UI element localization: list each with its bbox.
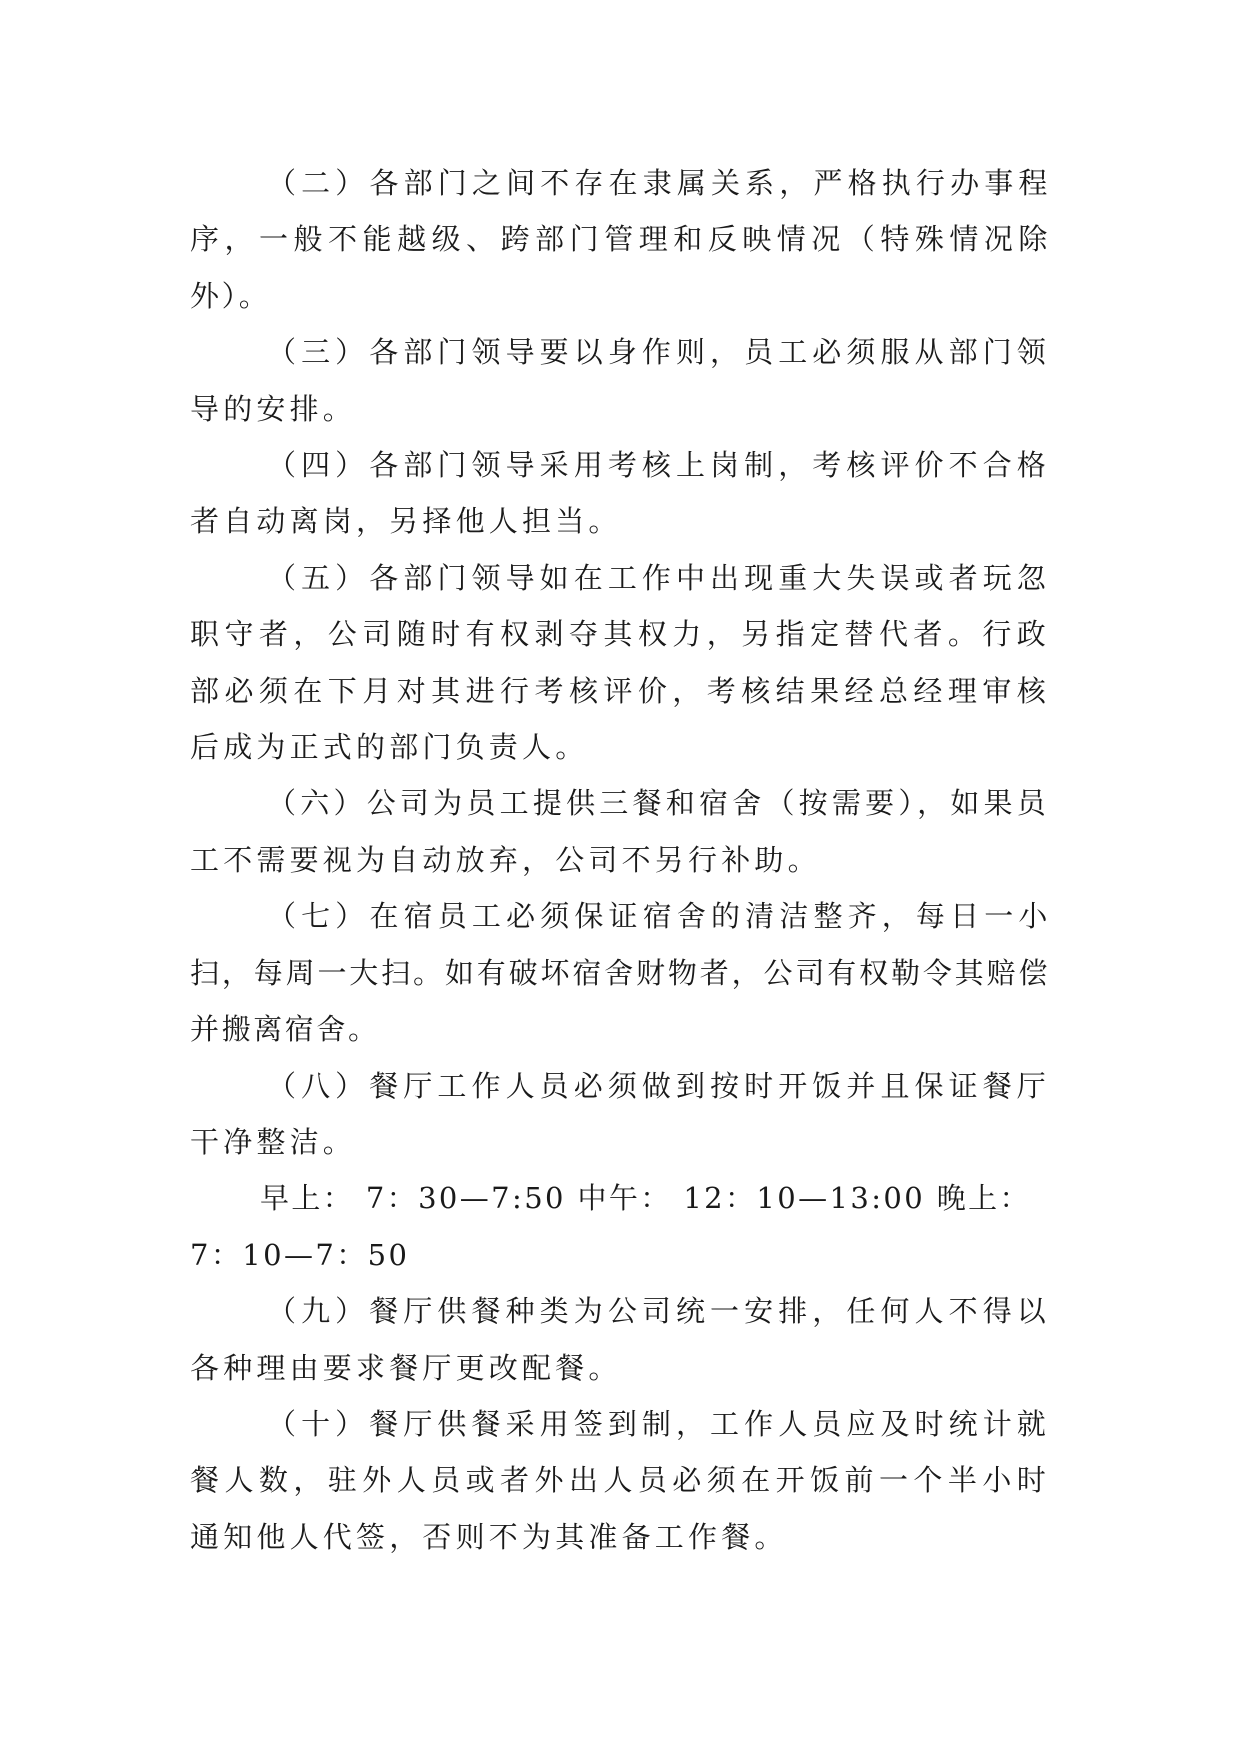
paragraph-6: （六）公司为员工提供三餐和宿舍（按需要），如果员工不需要视为自动放弃，公司不另行补助。: [190, 786, 1050, 877]
paragraph-4: （四）各部门领导采用考核上岗制，考核评价不合格者自动离岗，另择他人担当。: [190, 448, 1050, 539]
paragraph-5: （五）各部门领导如在工作中出现重大失误或者玩忽职守者，公司随时有权剥夺其权力，另指定替代者。行政部必须在下月对其进行考核评价，考核结果经总经理审核后成为正式的部门负责人。: [190, 560, 1050, 765]
paragraph-2: （二）各部门之间不存在隶属关系，严格执行办事程序，一般不能越级、跨部门管理和反映情况（特殊情况除外）。: [190, 166, 1050, 313]
paragraph-10: （十）餐厅供餐采用签到制，工作人员应及时统计就餐人数，驻外人员或者外出人员必须在开饭前一个半小时通知他人代签，否则不为其准备工作餐。: [190, 1406, 1050, 1554]
paragraph-8: （八）餐厅工作人员必须做到按时开饭并且保证餐厅干净整洁。: [190, 1068, 1050, 1159]
paragraph-3: （三）各部门领导要以身作则，员工必须服从部门领导的安排。: [190, 335, 1050, 426]
meal-schedule: 早上： 7：30—7:50 中午： 12：10—13:00 晚上：7：10—7：50: [190, 1181, 1031, 1272]
paragraph-7: （七）在宿员工必须保证宿舍的清洁整齐，每日一小扫，每周一大扫。如有破坏宿舍财物者，公司有权勒令其赔偿并搬离宿舍。: [190, 899, 1050, 1047]
paragraph-9: （九）餐厅供餐种类为公司统一安排，任何人不得以各种理由要求餐厅更改配餐。: [190, 1294, 1050, 1385]
document-body: [190, 155, 1050, 1565]
